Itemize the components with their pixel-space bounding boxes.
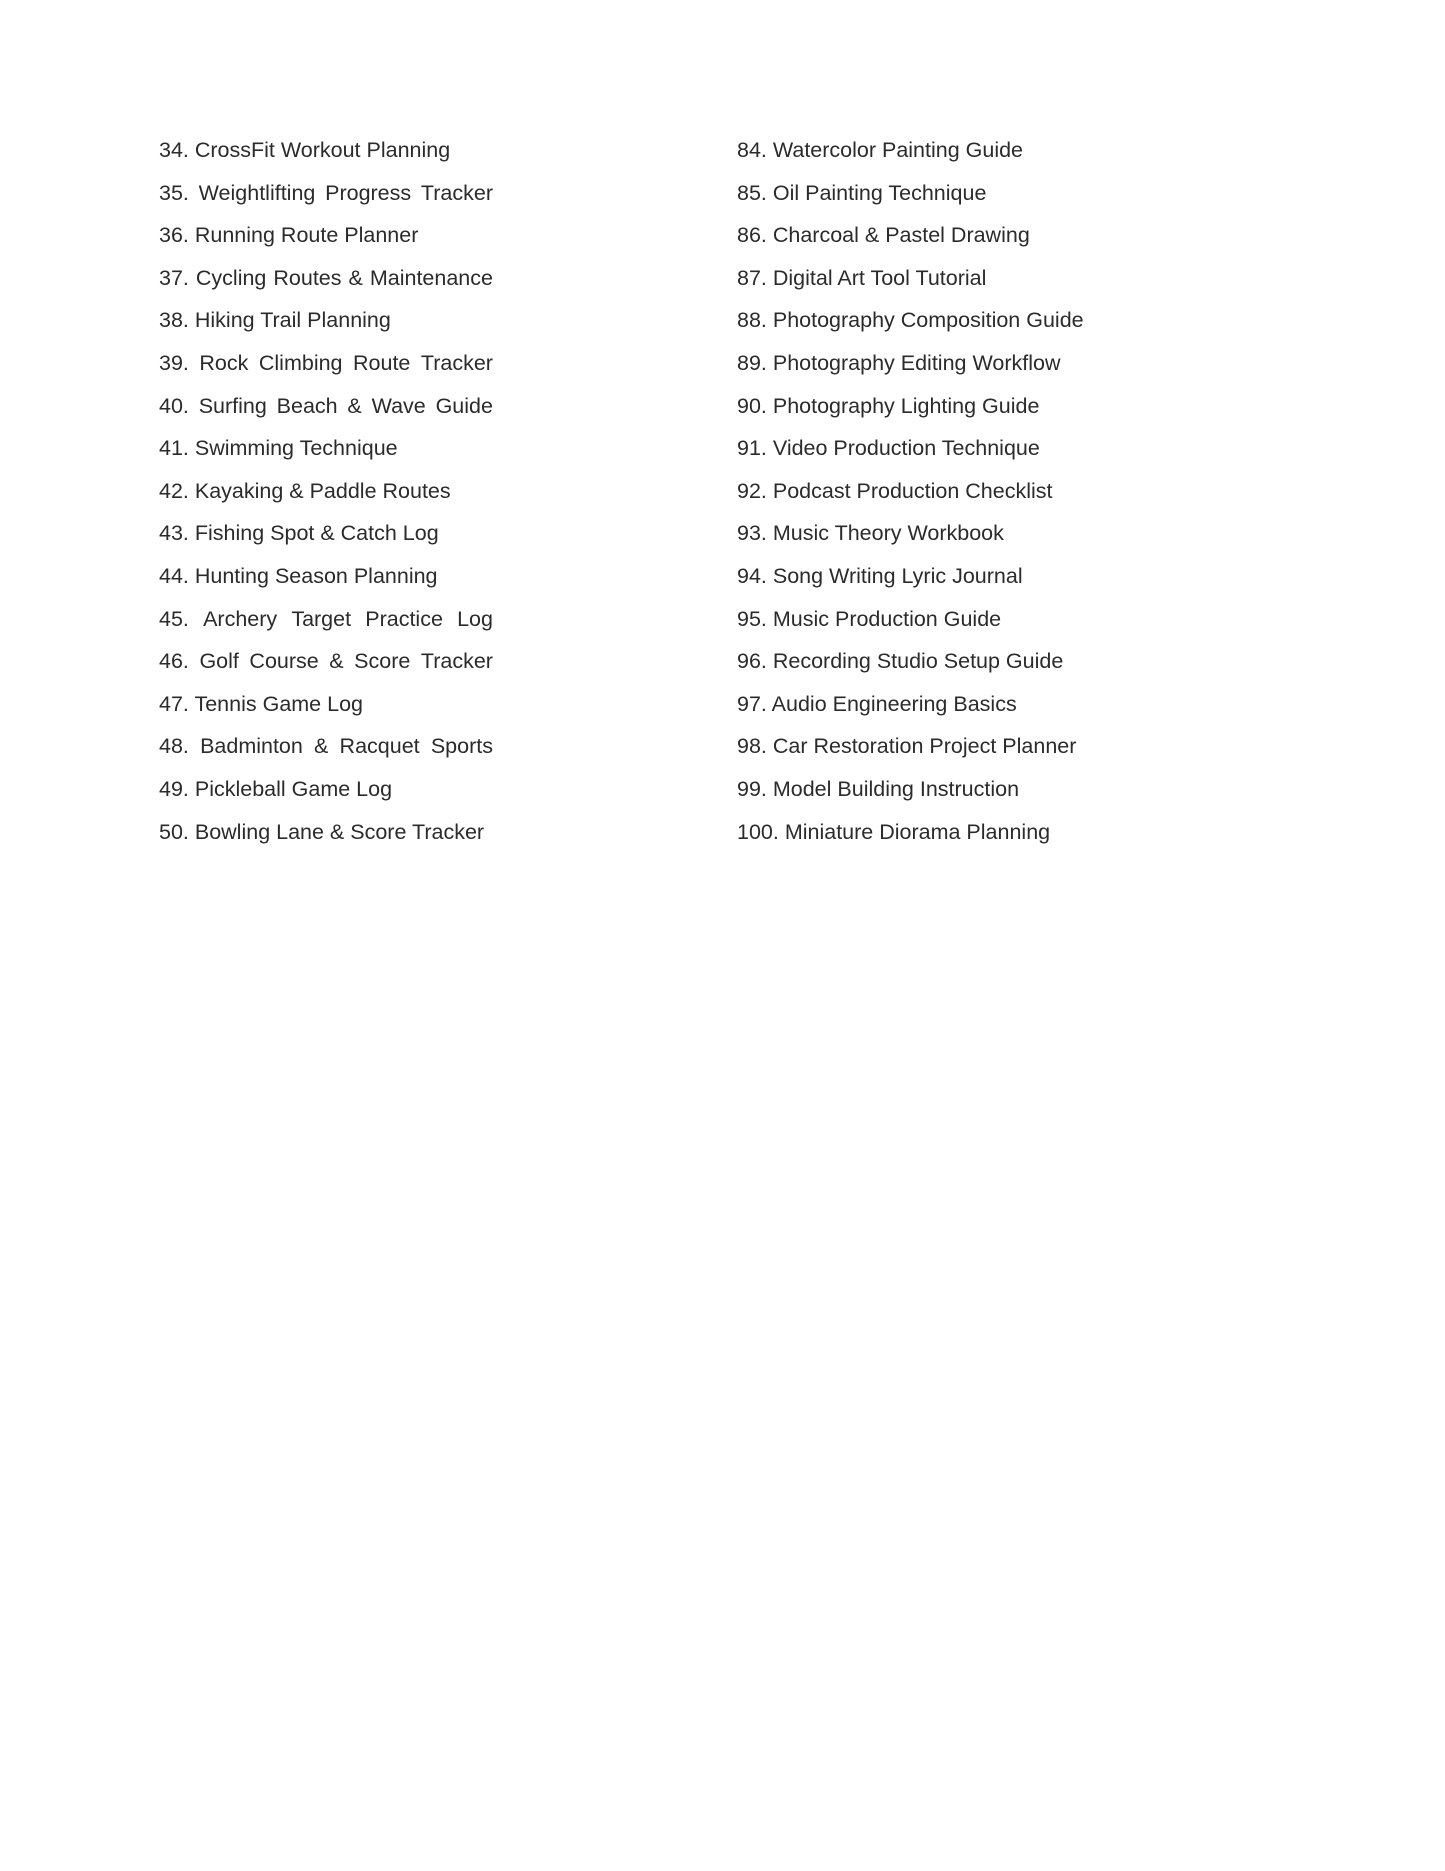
list-item-word: Rock [199,350,249,375]
list-item: 38. Hiking Trail Planning [159,308,391,333]
list-item-word: 39. [159,350,189,375]
list-item: 87. Digital Art Tool Tutorial [737,265,987,290]
list-item: 86. Charcoal & Pastel Drawing [737,223,1030,248]
list-item-word: Archery [203,606,278,631]
list-item-word: Course [249,649,319,674]
list-item: 34. CrossFit Workout Planning [159,138,451,162]
list-item [159,260,493,303]
list-item: 97. Audio Engineering Basics [737,691,1017,716]
list-item-word: Maintenance [369,265,493,290]
list-item: 47. Tennis Game Log [159,691,363,716]
list-item: 44. Hunting Season Planning [159,563,438,588]
list-item [159,728,493,771]
list-item: 49. Pickleball Game Log [159,776,393,801]
list-item-word: Weightlifting [198,180,316,205]
list-item: 100. Miniature Diorama Planning [737,819,1051,844]
list-item-word: Racquet [339,734,420,759]
list-item: 90. Photography Lighting Guide [737,393,1040,418]
list-item: 95. Music Production Guide [737,606,1002,631]
list-item-word: 35. [159,180,189,205]
list-item-word: Sports [430,734,493,759]
list-item: 93. Music Theory Workbook [737,521,1004,546]
list-item: 92. Podcast Production Checklist [737,478,1053,503]
list-item-word: Route [353,350,411,375]
list-item-word: & [314,734,329,759]
list-item-word: Log [457,606,493,631]
list-item: 43. Fishing Spot & Catch Log [159,521,439,546]
list-item-word: Badminton [200,734,303,759]
list-item: 89. Photography Editing Workflow [737,350,1061,375]
list-item: 91. Video Production Technique [737,436,1040,461]
list-item: 88. Photography Composition Guide [737,308,1084,333]
list-item-word: Wave [371,393,426,418]
list-item-word: 46. [159,649,189,674]
list-item [159,345,493,388]
list-item-word: 37. [159,265,189,290]
list-item: 50. Bowling Lane & Score Tracker [159,819,485,844]
list-item-word: 45. [159,606,189,631]
list-item: 84. Watercolor Painting Guide [737,138,1024,162]
list-item-word: Cycling [195,265,267,290]
list-item: 98. Car Restoration Project Planner [737,734,1077,759]
list-item [159,388,493,431]
list-item [159,175,493,218]
list-item: 94. Song Writing Lyric Journal [737,563,1023,588]
list-item: 42. Kayaking & Paddle Routes [159,478,451,503]
list-item-word: Target [291,606,352,631]
list-item-word: & [347,393,362,418]
right-list [737,132,1297,856]
list-item-word: Golf [199,649,239,674]
list-item-word: & [348,265,363,290]
list-item-word: Practice [365,606,443,631]
list-item [159,601,493,644]
list-item-word: Guide [435,393,493,418]
list-item-word: Beach [276,393,338,418]
list-item-word: 40. [159,393,189,418]
list-item-word: Tracker [420,649,493,674]
list-item-word: & [329,649,344,674]
list-item: 41. Swimming Technique [159,436,398,461]
list-item-word: Tracker [420,350,493,375]
list-item: 36. Running Route Planner [159,223,419,248]
list-item: 99. Model Building Instruction [737,776,1020,801]
list-item-word: Score [354,649,411,674]
list-item: 85. Oil Painting Technique [737,180,987,205]
list-item-word: Progress [325,180,412,205]
left-list [159,132,493,856]
list-item-word: Surfing [198,393,267,418]
list-item-word: Tracker [420,180,493,205]
list-item-word: Climbing [258,350,343,375]
list-item: 96. Recording Studio Setup Guide [737,649,1064,674]
list-item [159,643,493,686]
list-item-word: 48. [159,734,189,759]
list-item-word: Routes [273,265,342,290]
